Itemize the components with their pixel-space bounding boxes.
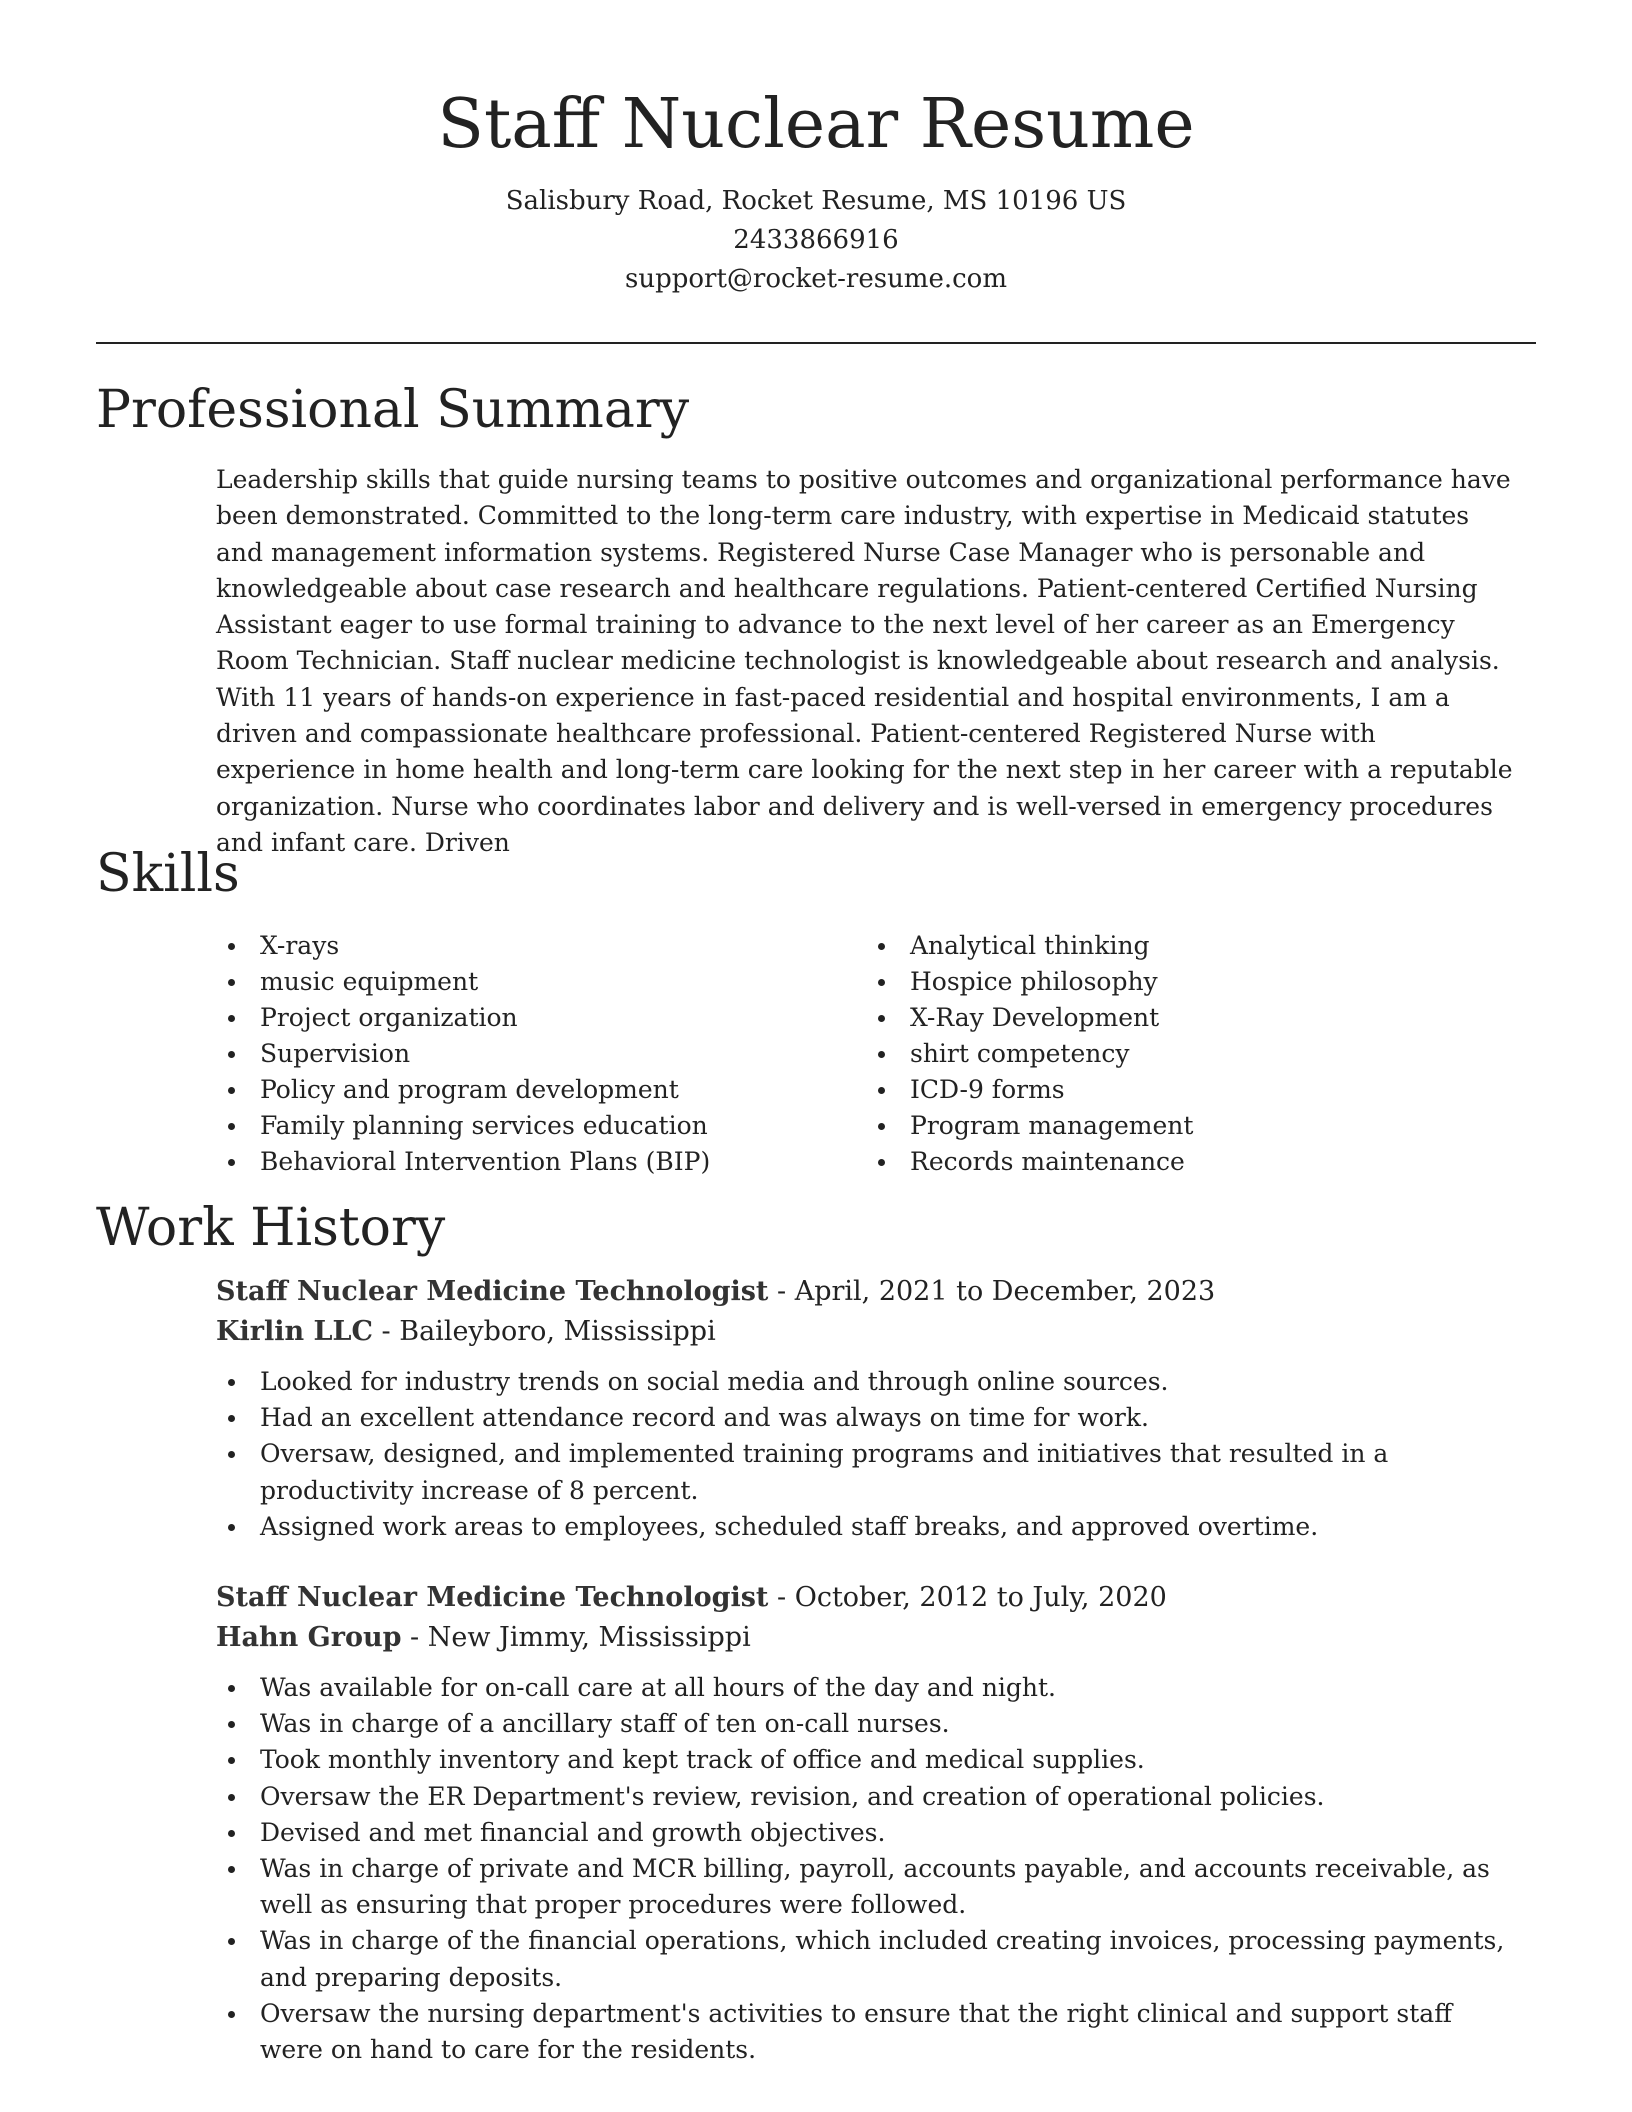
- skill-item: Behavioral Intervention Plans (BIP): [216, 1144, 856, 1180]
- job-title-line: [216, 1272, 1522, 1312]
- job-company-line: [216, 1312, 1522, 1352]
- skill-item: shirt competency: [866, 1036, 1506, 1072]
- job-company: Hahn Group: [216, 1622, 402, 1653]
- skill-item: music equipment: [216, 964, 856, 1000]
- job-duty: Was in charge of the financial operations, which included creating invoices, processing payments, and preparing deposits.: [216, 1923, 1522, 1995]
- contact-address: Salisbury Road, Rocket Resume, MS 10196 US: [505, 186, 1127, 216]
- job-role: Staff Nuclear Medicine Technologist: [216, 1276, 769, 1307]
- job-title-line: [216, 1578, 1522, 1618]
- job-duty: Oversaw the nursing department's activities to ensure that the right clinical and support staff were on hand to care for the residents.: [216, 1996, 1522, 2068]
- skill-item: Records maintenance: [866, 1144, 1506, 1180]
- job-duties-list: [216, 1364, 1522, 1545]
- job-duty: Was in charge of private and MCR billing, payroll, accounts payable, and accounts receivable, as well as ensuring that proper procedures were followed.: [216, 1851, 1522, 1923]
- skill-item: Supervision: [216, 1036, 856, 1072]
- summary-text: Leadership skills that guide nursing teams to positive outcomes and organizational performance have been demonstrated. Committed to the long-term care industry, with expertise in Medicaid statutes and management information systems. Registered Nurse Case Manager who is personable and knowledgeable about case research and healthcare regulations. Patient-centered Certified Nursing Assistant eager to use formal training to advance to the next level of her career as an Emergency Room Technician. Staff nuclear medicine technologist is knowledgeable about research and analysis. With 11 years of hands-on experience in fast-paced residential and hospital environments, I am a driven and compassionate healthcare professional. Patient-centered Registered Nurse with experience in home health and long-term care looking for the next step in her career with a reputable organization. Nurse who coordinates labor and delivery and is well-versed in emergency procedures and infant care. Driven: [216, 465, 1513, 857]
- job-location: - Baileyboro, Mississippi: [372, 1316, 716, 1347]
- skill-item: Program management: [866, 1108, 1506, 1144]
- contact-phone: 2433866916: [733, 225, 899, 255]
- work-history-heading: Work History: [96, 1198, 446, 1258]
- job-duty: Oversaw, designed, and implemented training programs and initiatives that resulted in a productivity increase of 8 percent.: [216, 1436, 1522, 1508]
- job-duties-list: [216, 1670, 1522, 2068]
- resume-name: Staff Nuclear Resume: [437, 85, 1195, 164]
- skill-item: X-rays: [216, 928, 856, 964]
- skills-list-right: [866, 928, 1506, 1180]
- resume-header: [0, 80, 1632, 299]
- skill-item: Analytical thinking: [866, 928, 1506, 964]
- skills-list-left: [216, 928, 856, 1180]
- skill-item: Project organization: [216, 1000, 856, 1036]
- job-duty: Had an excellent attendance record and was always on time for work.: [216, 1400, 1522, 1436]
- skills-heading: Skills: [96, 844, 240, 904]
- job-duty: Oversaw the ER Department's review, revision, and creation of operational policies.: [216, 1779, 1522, 1815]
- job-entry: [216, 1578, 1522, 2068]
- job-dates: - April, 2021 to December, 2023: [768, 1276, 1216, 1307]
- job-company-line: [216, 1618, 1522, 1658]
- job-location: - New Jimmy, Mississippi: [401, 1622, 751, 1653]
- skill-item: X-Ray Development: [866, 1000, 1506, 1036]
- job-duty: Assigned work areas to employees, scheduled staff breaks, and approved overtime.: [216, 1509, 1522, 1545]
- job-duty: Was available for on-call care at all hours of the day and night.: [216, 1670, 1522, 1706]
- contact-info: [0, 182, 1632, 299]
- job-duty: Took monthly inventory and kept track of office and medical supplies.: [216, 1742, 1522, 1778]
- job-entry: [216, 1272, 1522, 1545]
- contact-email: support@rocket-resume.com: [624, 264, 1007, 294]
- job-role: Staff Nuclear Medicine Technologist: [216, 1582, 769, 1613]
- job-duty: Looked for industry trends on social media and through online sources.: [216, 1364, 1522, 1400]
- job-duty: Devised and met financial and growth objectives.: [216, 1815, 1522, 1851]
- job-company: Kirlin LLC: [216, 1316, 373, 1347]
- job-duty: Was in charge of a ancillary staff of ten on-call nurses.: [216, 1706, 1522, 1742]
- skill-item: Policy and program development: [216, 1072, 856, 1108]
- header-divider: [96, 342, 1536, 344]
- job-dates: - October, 2012 to July, 2020: [768, 1582, 1167, 1613]
- summary-heading: Professional Summary: [96, 380, 690, 440]
- skill-item: Hospice philosophy: [866, 964, 1506, 1000]
- skill-item: Family planning services education: [216, 1108, 856, 1144]
- skill-item: ICD-9 forms: [866, 1072, 1506, 1108]
